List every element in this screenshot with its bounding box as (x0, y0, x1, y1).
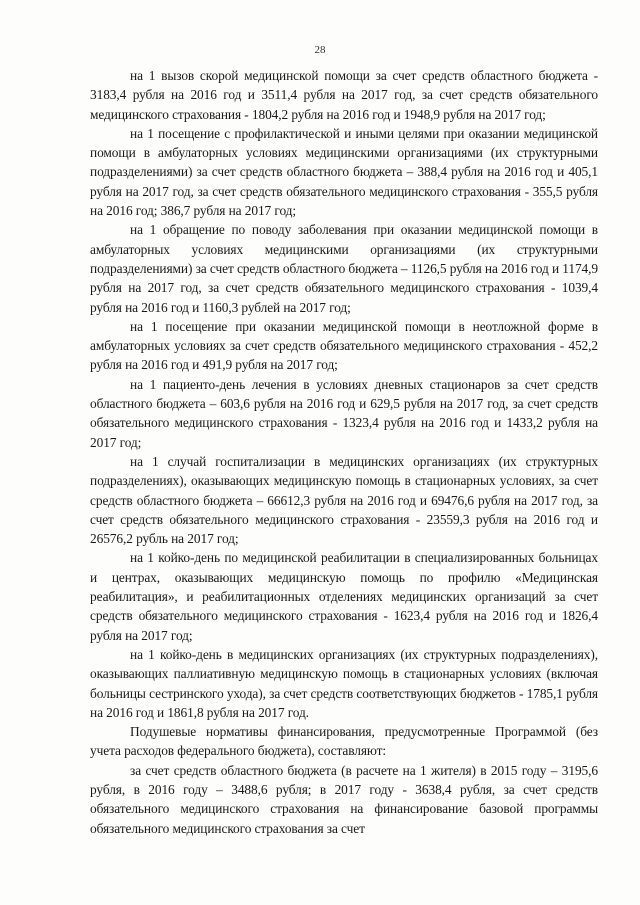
paragraph-regional-budget-per-capita: за счет средств областного бюджета (в расчете на 1 жителя) в 2015 году – 3195,6 рубля, в 2016 году – 3488,6 рубля; в 2017 году - 3638,4 рубля, за счет средств обязательного медицинского страхования на финансирование базовой программы обязательного медицинского страхования за счет (90, 762, 598, 836)
page-number: 28 (314, 44, 326, 56)
paragraph-emergency-visit: на 1 посещение при оказании медицинской помощи в неотложной форме в амбулаторных условиях за счет средств обязательного медицинского страхования - 452,2 рубля на 2016 год и 491,9 рубля на 2017 год; (90, 318, 598, 373)
paragraph-per-capita-intro: Подушевые нормативы финансирования, предусмотренные Программой (без учета расходов федерального бюджета), составляют: (90, 724, 598, 759)
paragraph-preventive-visit: на 1 посещение с профилактической и иными целями при оказании медицинской помощи в амбулаторных условиях медицинскими организациями (их структурными подразделениями) за счет средств областного бюджета – 388,4 рубля на 2016 год и 405,1 рубля на 2017 год, за счет средств обязательного медицинского страхования - 355,5 рубля на 2016 год; 386,7 рубля на 2017 год; (90, 125, 598, 219)
paragraph-ambulance-call: на 1 вызов скорой медицинской помощи за счет средств областного бюджета - 3183,4 рубля на 2016 год и 3511,4 рубля на 2017 год, за счет средств обязательного медицинского страхования - 1804,2 рубля на 2016 год и 1948,9 рубля на 2017 год; (90, 68, 598, 122)
document-body (90, 66, 598, 838)
paragraph-day-hospital: на 1 пациенто-день лечения в условиях дневных стационаров за счет средств областного бюджета – 603,6 рубля на 2016 год и 629,5 рубля на 2017 год, за счет средств обязательного медицинского страхования - 1323,4 рубля на 2016 год и 1433,2 рубля на 2017 год; (90, 376, 598, 450)
paragraph-disease-appeal: на 1 обращение по поводу заболевания при оказании медицинской помощи в амбулаторных условиях медицинскими организациями (их структурными подразделениями) за счет средств областного бюджета – 1126,5 рубля на 2016 год и 1174,9 рубля на 2017 год, за счет средств обязательного медицинского страхования - 1039,4 рубля на 2016 год и 1160,3 рублей на 2017 год; (90, 222, 598, 315)
paragraph-hospitalization-case: на 1 случай госпитализации в медицинских организациях (их структурных подразделениях), оказывающих медицинскую помощь в стационарных условиях, за счет средств областного бюджета – 66612,3 рубля на 2016 год и 69476,6 рубля на 2017 год, за счет средств обязательного медицинского страхования - 23559,3 рубля на 2016 год и 26576,2 рубль на 2017 год; (90, 453, 598, 547)
paragraph-palliative-bed-day: на 1 койко-день в медицинских организациях (их структурных подразделениях), оказывающих паллиативную медицинскую помощь в стационарных условиях (включая больницы сестринского ухода), за счет средств соответствующих бюджетов - 1785,1 рубля на 2016 год и 1861,8 рубля на 2017 год. (90, 646, 598, 720)
paragraph-rehabilitation-bed-day: на 1 койко-день по медицинской реабилитации в специализированных больницах и центрах, оказывающих медицинскую помощь по профилю «Медицинская реабилитация», и реабилитационных отделениях медицинских организаций за счет средств обязательного медицинского страхования - 1623,4 рубля на 2016 год и 1826,4 рубля на 2017 год; (90, 550, 598, 643)
